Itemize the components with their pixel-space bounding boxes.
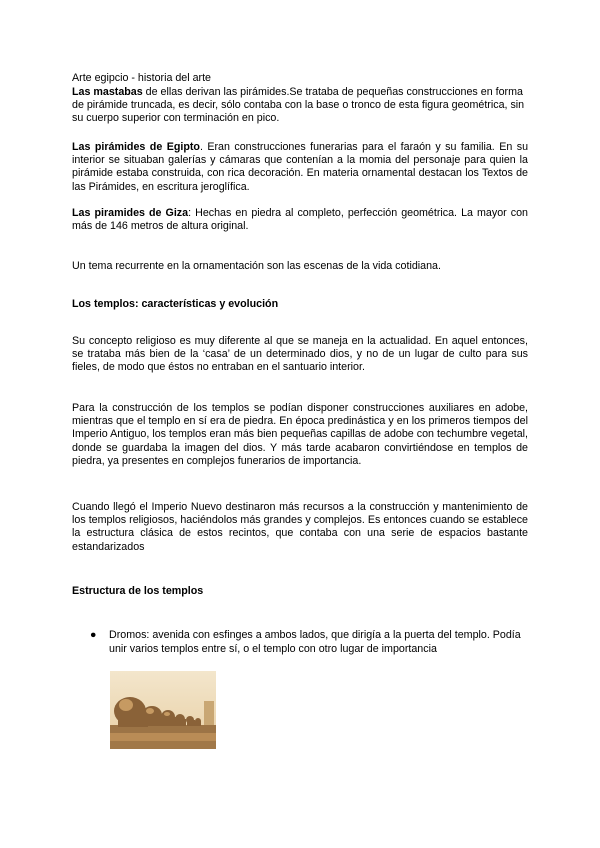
paragraph-concepto: Su concepto religioso es muy diferente al que se maneja en la actualidad. En aquel entonces, se trataba más bien de la ‘casa’ de un determinado dios, y no de un lugar de culto para sus fieles, de modo que éstos no entraban en el santuario interior. <box>72 335 528 374</box>
paragraph-ornamentacion: Un tema recurrente en la ornamentación son las escenas de la vida cotidiana. <box>72 260 441 272</box>
paragraph-giza <box>72 207 528 233</box>
paragraph-giza-text: : Hechas en piedra al completo, perfección geométrica. La mayor con más de 146 metros de altura original. <box>72 207 528 233</box>
paragraph-mastabas-text: de ellas derivan las pirámides.Se trataba de pequeñas construcciones en forma de pirámide truncada, es decir, sólo contaba con la base o tronco de esta figura geométrica, sin su cuerpo superior con terminación en pico. <box>72 86 525 125</box>
heading-estructura: Estructura de los templos <box>72 585 204 597</box>
paragraph-imperio-nuevo: Cuando llegó el Imperio Nuevo destinaron más recursos a la construcción y mantenimiento de los templos religiosos, haciéndolos más grandes y complejos. Es entonces cuando se establece la estructura clásica de estos recintos, que contaba con una serie de espacios bastante estandarizados <box>72 501 528 553</box>
paragraph-giza-bold: Las piramides de Giza <box>72 207 189 219</box>
paragraph-construccion: Para la construcción de los templos se podían disponer construcciones auxiliares en adobe, mientras que el templo en sí era de piedra. En época predinástica y en los primeros tiempos del Imperio Antiguo, los templos eran más bien pequeñas capillas de adobe con techumbre vegetal, donde se guardaba la imagen del dios. Y más tarde acabaron convirtiéndose en templos de piedra, ya presentes en complejos funerarios de importancia. <box>72 402 528 467</box>
paragraph-piramides <box>72 141 528 194</box>
paragraph-piramides-bold: Las pirámides de Egipto <box>72 141 200 153</box>
heading-templos: Los templos: características y evolución <box>72 298 279 310</box>
paragraph-piramides-text: . Eran construcciones funerarias para el faraón y su familia. En su interior se situaban galerías y cámaras que contenían a la momia del personaje para quien la pirámide estaba construida, con rica decoración. En materia ornamental destacan los Textos de las Pirámides, en escritura jeroglífica. <box>72 141 529 193</box>
paragraph-mastabas <box>72 86 528 126</box>
paragraph-mastabas-bold: Las mastabas <box>72 86 143 98</box>
document-title: Arte egipcio - historia del arte <box>72 72 212 84</box>
sphinx-avenue-photo <box>110 671 216 749</box>
list-item-text: Dromos: avenida con esfinges a ambos lados, que dirigía a la puerta del templo. Podía unir varios templos entre sí, o el templo con otro lugar de importancia <box>109 629 521 655</box>
bullet-marker: ● <box>90 629 97 641</box>
